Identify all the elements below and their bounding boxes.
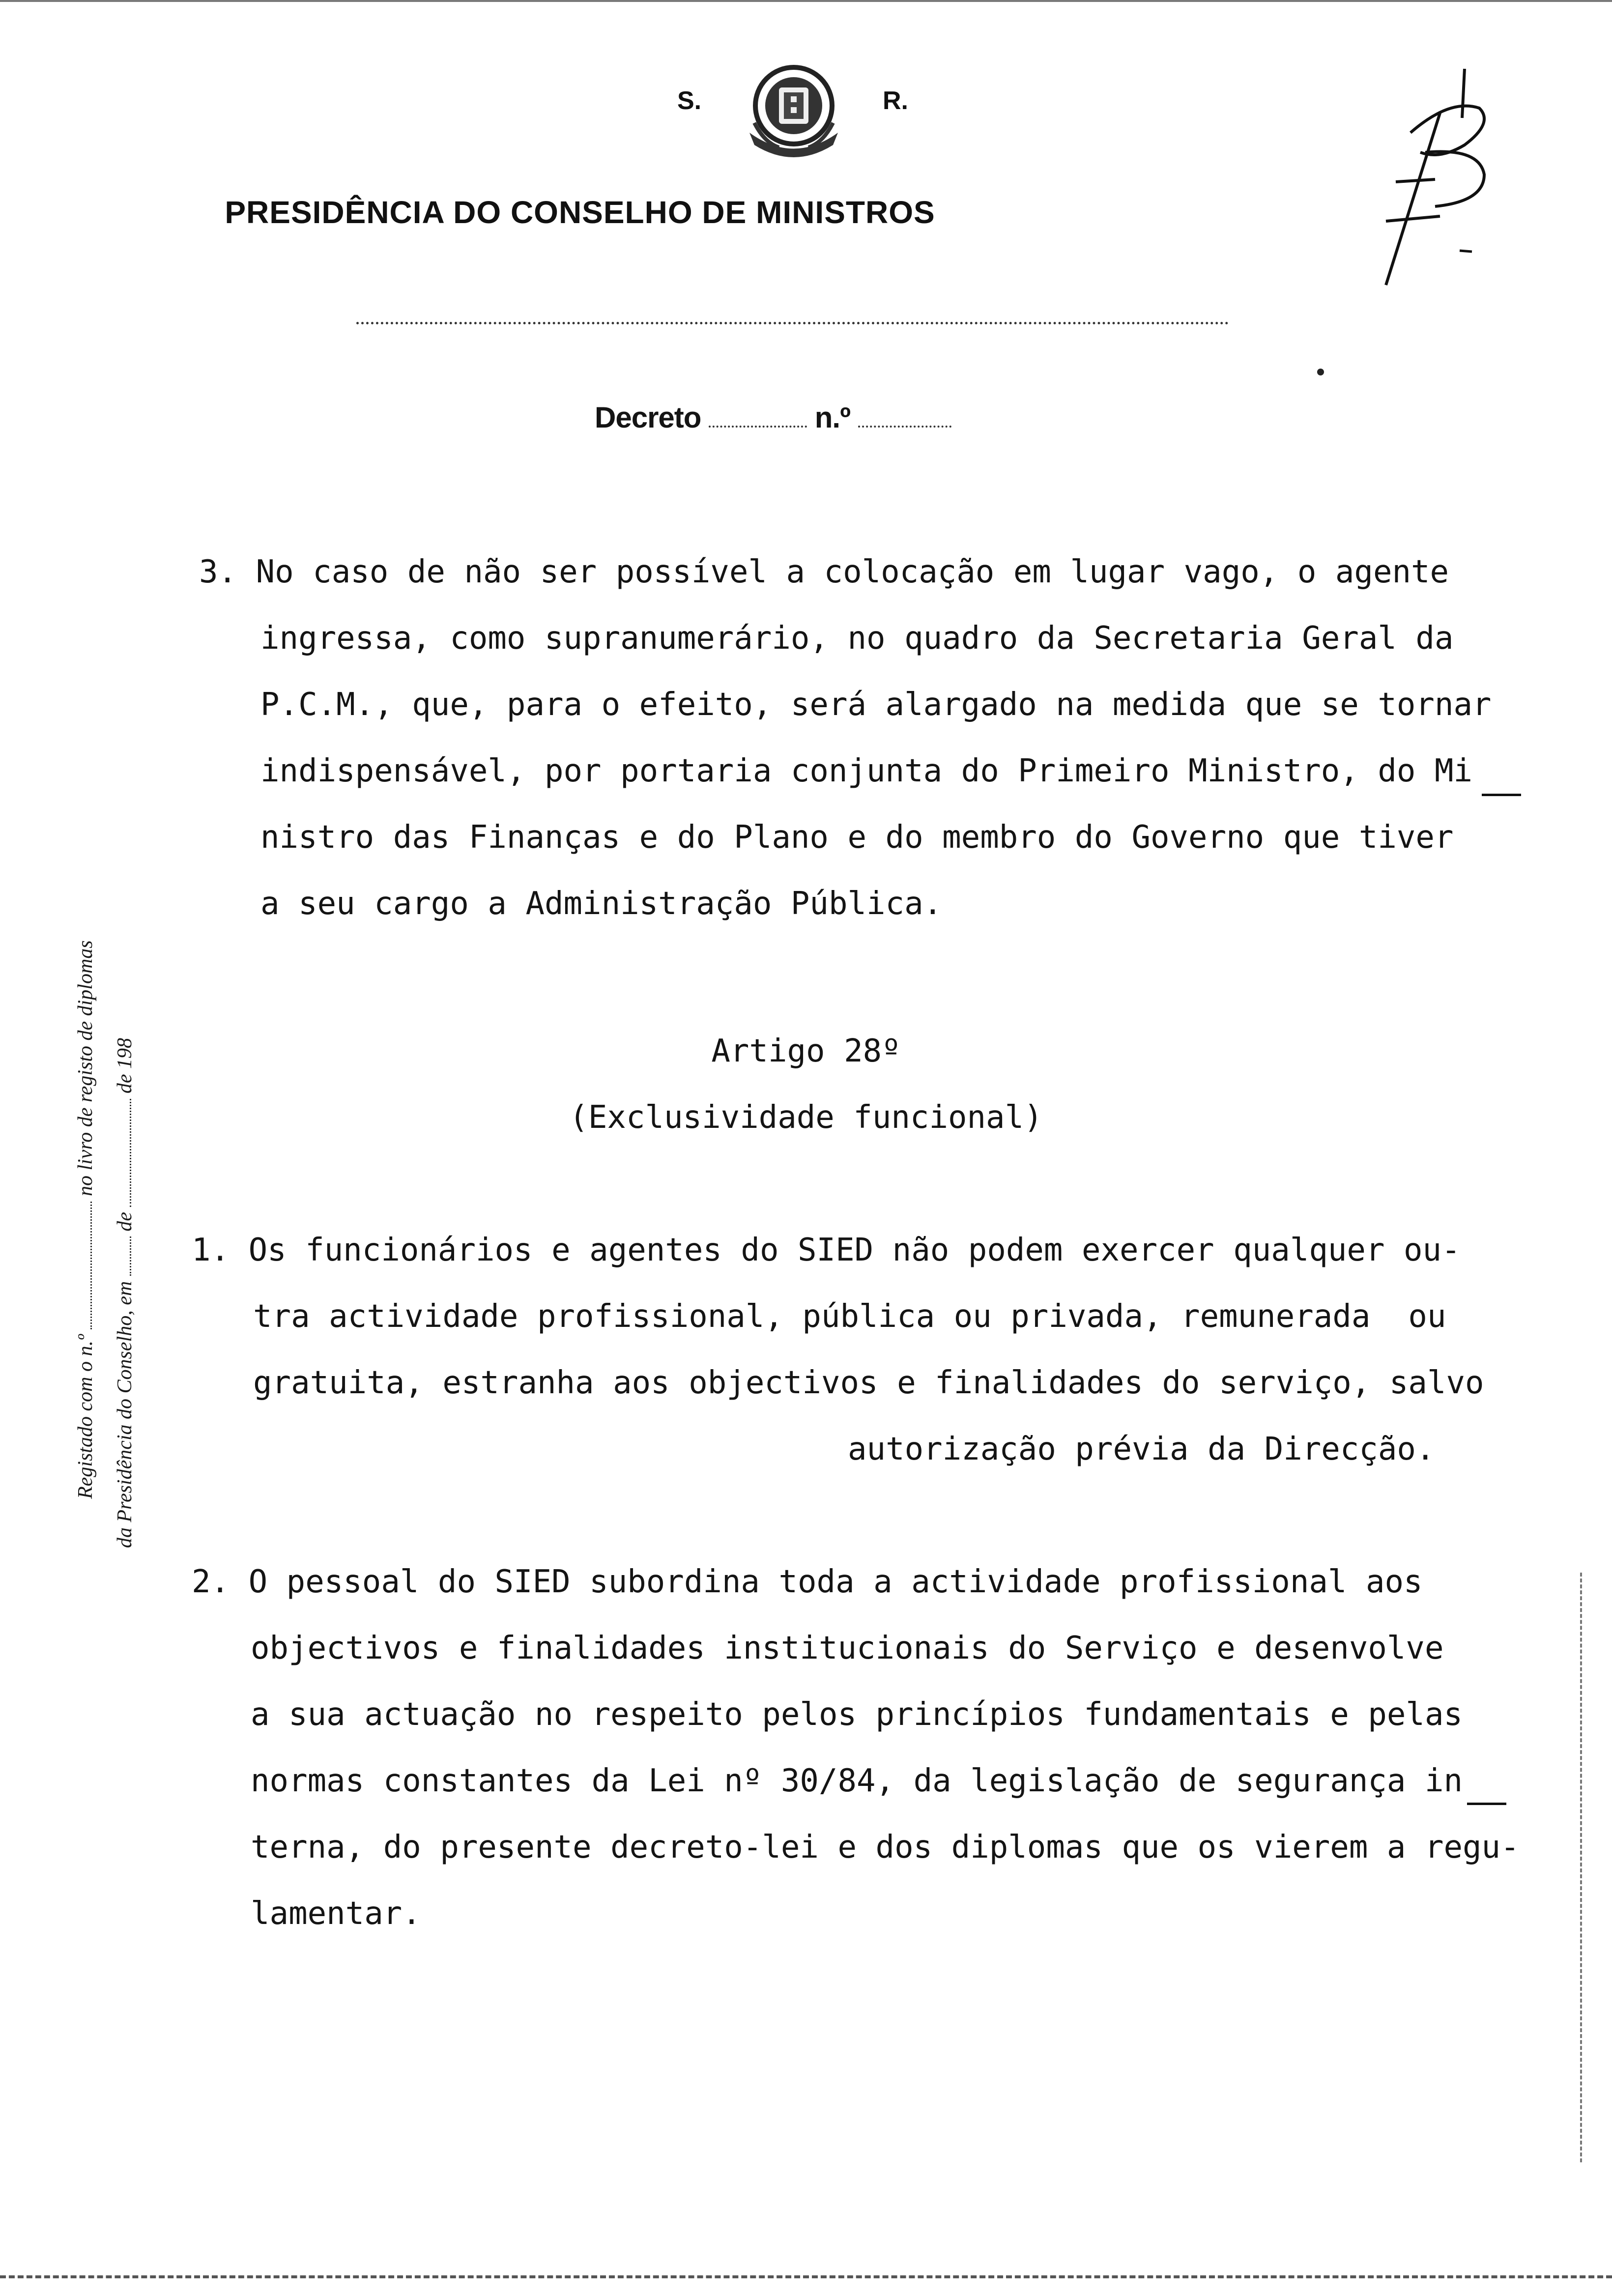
- scan-edge-top: [0, 0, 1612, 2]
- item2-line-3: a sua actuação no respeito pelos princípios fundamentais e pelas: [251, 1696, 1463, 1733]
- margin-blank: [130, 1099, 131, 1207]
- office-title: PRESIDÊNCIA DO CONSELHO DE MINISTROS: [225, 195, 935, 230]
- item1-line-2: tra actividade profissional, pública ou privada, remunerada ou: [253, 1298, 1446, 1335]
- scan-speck: [1317, 369, 1324, 375]
- para3-line-2: ingressa, como supranumerário, no quadro da Secretaria Geral da: [260, 620, 1454, 657]
- numero-label: n.º: [814, 401, 850, 434]
- numero-blank: [858, 426, 951, 428]
- para3-line-1: 3. No caso de não ser possível a colocação em lugar vago, o agente: [199, 554, 1449, 590]
- underline-in: [1467, 1803, 1506, 1805]
- margin-blank: [130, 1236, 131, 1276]
- article-subtitle: (Exclusividade funcional): [569, 1099, 1043, 1136]
- margin-blank: [90, 1202, 92, 1329]
- header-letter-r: R.: [883, 86, 908, 115]
- item1-line-1: 1. Os funcionários e agentes do SIED não podem exercer qualquer ou-: [192, 1232, 1461, 1268]
- header-dotted-rule: [356, 322, 1229, 324]
- margin-note-presidencia: da Presidência do Conselho, em: [114, 1281, 136, 1548]
- scan-edge-right: [1580, 1573, 1582, 2162]
- item1-line-4: autorização prévia da Direcção.: [848, 1431, 1435, 1467]
- header-letter-s: S.: [677, 86, 702, 115]
- para3-line-6: a seu cargo a Administração Pública.: [260, 886, 943, 922]
- margin-note-registado: Registado com o n.º: [74, 1334, 97, 1499]
- item2-line-2: objectivos e finalidades institucionais do Serviço e desenvolve: [251, 1630, 1444, 1666]
- item2-line-5: terna, do presente decreto-lei e dos diplomas que os vierem a regu-: [251, 1829, 1520, 1866]
- para3-line-3: P.C.M., que, para o efeito, será alargado na medida que se tornar: [260, 687, 1492, 723]
- underline-mi: [1482, 794, 1521, 796]
- para3-line-4: indispensável, por portaria conjunta do Primeiro Ministro, do Mi: [260, 753, 1472, 789]
- decreto-blank: [709, 426, 807, 428]
- margin-note-line-1: [74, 940, 97, 1499]
- decreto-label: Decreto: [595, 401, 701, 434]
- coat-of-arms-icon: [740, 59, 848, 167]
- item1-line-3: gratuita, estranha aos objectivos e finalidades do serviço, salvo: [253, 1365, 1484, 1401]
- item2-line-4: normas constantes da Lei nº 30/84, da legislação de segurança in: [251, 1763, 1463, 1799]
- handwritten-signature: [1366, 59, 1514, 295]
- decreto-line: [595, 401, 951, 434]
- margin-note-line-2: [113, 1038, 137, 1548]
- item2-line-6: lamentar.: [251, 1895, 421, 1932]
- article-title: Artigo 28º: [711, 1033, 901, 1069]
- scan-edge-bottom: [0, 2275, 1612, 2278]
- item2-line-1: 2. O pessoal do SIED subordina toda a actividade profissional aos: [192, 1564, 1423, 1600]
- margin-note-livro: no livro de registo de diplomas: [74, 940, 97, 1197]
- margin-note-ano: de 198: [114, 1037, 136, 1094]
- para3-line-5: nistro das Finanças e do Plano e do membro do Governo que tiver: [260, 819, 1454, 856]
- margin-note-de: de: [114, 1212, 136, 1232]
